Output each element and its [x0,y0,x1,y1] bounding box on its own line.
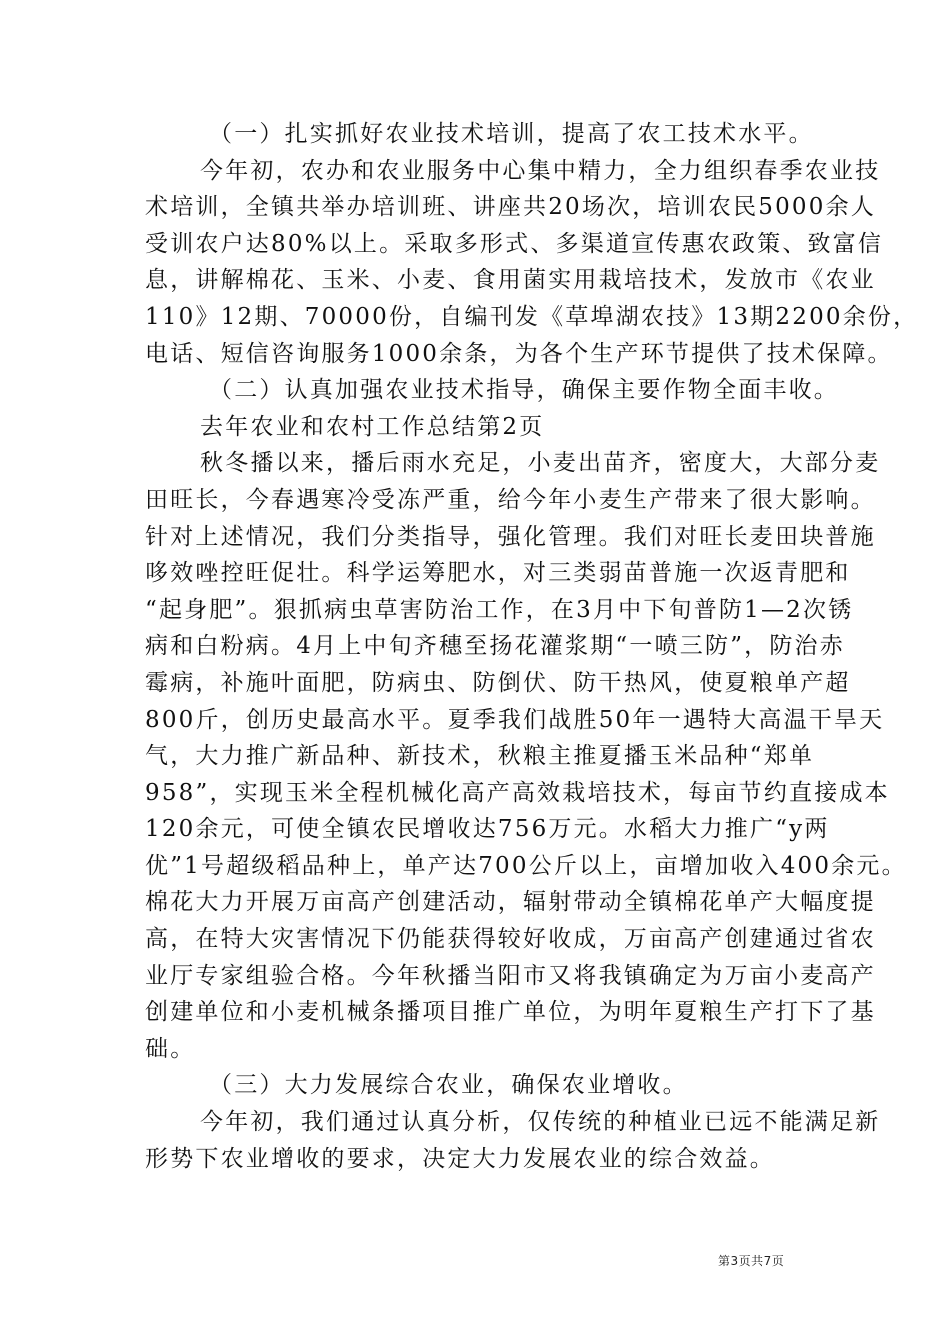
paragraph-line: 息，讲解棉花、玉米、小麦、食用菌实用栽培技术，发放市《农业 [145,267,876,294]
paragraph-line: 针对上述情况，我们分类指导，强化管理。我们对旺长麦田块普施 [145,523,876,550]
paragraph-line: 术培训，全镇共举办培训班、讲座共20场次，培训农民5000余人 [145,194,876,221]
paragraph-line: 霉病，补施叶面肥，防病虫、防倒伏、防干热风，使夏粮单产超 [145,669,851,696]
document-page [145,116,919,1177]
paragraph-line: 优”1号超级稻品种上，单产达700公斤以上，亩增加收入400余元。 [145,852,907,879]
paragraph-line: 今年初，我们通过认真分析，仅传统的种植业已远不能满足新 [200,1109,881,1136]
paragraph-line: 高，在特大灾害情况下仍能获得较好收成，万亩高产创建通过省农 [145,926,876,953]
running-title-line: 去年农业和农村工作总结第2页 [200,413,545,440]
paragraph-line: 础。 [145,1035,196,1062]
paragraph-line: 800斤，创历史最高水平。夏季我们战胜50年一遇特大高温干旱天 [145,706,885,733]
section-heading-1: （一）扎实抓好农业技术培训，提高了农工技术水平。 [209,121,814,147]
paragraph-line: 秋冬播以来，播后雨水充足，小麦出苗齐，密度大，大部分麦 [200,450,881,477]
paragraph-line: 棉花大力开展万亩高产创建活动，辐射带动全镇棉花单产大幅度提 [145,889,876,916]
paragraph-line: 110》12期、70000份，自编刊发《草埠湖农技》13期2200余份， [145,303,919,330]
paragraph-line: 病和白粉病。4月上中旬齐穗至扬花灌浆期“一喷三防”，防治赤 [145,633,845,660]
paragraph-line: 958”，实现玉米全程机械化高产高效栽培技术，每亩节约直接成本 [145,779,890,806]
paragraph-line: “起身肥”。狠抓病虫草害防治工作，在3月中下旬普防1—2次锈 [145,596,854,623]
paragraph-line: 气，大力推广新品种、新技术，秋粮主推夏播玉米品种“郑单 [145,743,815,770]
paragraph-line: 业厅专家组验合格。今年秋播当阳市又将我镇确定为万亩小麦高产 [145,962,876,989]
paragraph-line: 形势下农业增收的要求，决定大力发展农业的综合效益。 [145,1145,775,1172]
paragraph-line: 哆效唑控旺促壮。科学运筹肥水，对三类弱苗普施一次返青肥和 [145,560,851,587]
paragraph-line: 创建单位和小麦机械条播项目推广单位，为明年夏粮生产打下了基 [145,999,876,1026]
paragraph-line: 田旺长，今春遇寒冷受冻严重，给今年小麦生产带来了很大影响。 [145,486,876,513]
page-indicator: 第3页共7页 [718,1254,785,1268]
section-heading-3: （三）大力发展综合农业，确保农业增收。 [209,1072,688,1099]
section-heading-2: （二）认真加强农业技术指导，确保主要作物全面丰收。 [209,377,839,404]
paragraph-line: 120余元，可使全镇农民增收达756万元。水稻大力推广“y两 [145,816,830,843]
paragraph-line: 受训农户达80%以上。采取多形式、多渠道宣传惠农政策、致富信 [145,230,884,257]
paragraph-line: 今年初，农办和农业服务中心集中精力，全力组织春季农业技 [200,157,881,184]
paragraph-line: 电话、短信咨询服务1000余条，为各个生产环节提供了技术保障。 [145,340,893,367]
